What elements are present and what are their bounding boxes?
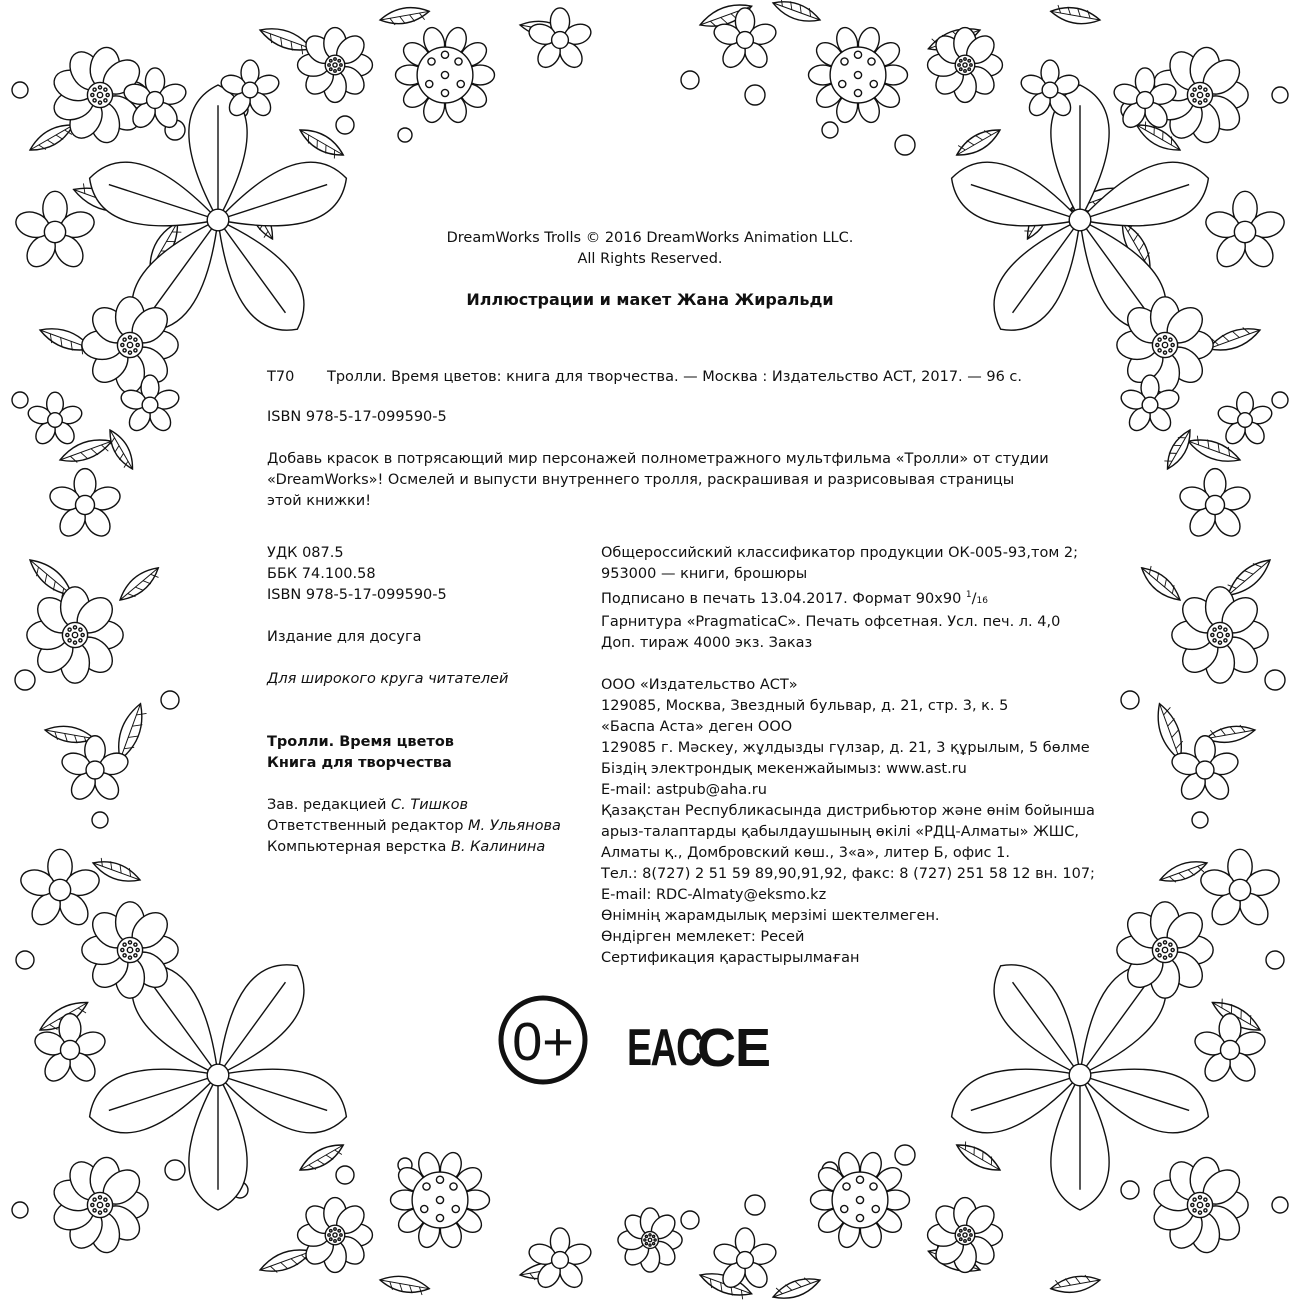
layout-label: Компьютерная верстка xyxy=(267,839,451,855)
editor-name: С. Тишков xyxy=(391,797,469,813)
signed-text: Подписано в печать 13.04.2017. Формат 90х90 xyxy=(601,590,966,607)
resp-editor-label: Ответственный редактор xyxy=(267,818,469,834)
right-line: арыз-талаптарды қабылдаушының өкілі «РДЦ-Алматы» ЖШС, xyxy=(601,823,1079,840)
right-line: Общероссийский классификатор продукции ОК-005-93,том 2; xyxy=(601,545,1078,561)
right-line: Тел.: 8(727) 2 51 59 89,90,91,92, факс: 8 (727) 251 58 12 вн. 107; xyxy=(601,865,1095,882)
audience: Для широкого круга читателей xyxy=(267,671,509,687)
right-line: 129085 г. Мәскеу, жұлдызды гүлзар, д. 21, 3 құрылым, 5 бөлме xyxy=(601,739,1090,756)
right-line: Доп. тираж 4000 экз. Заказ xyxy=(601,634,813,651)
isbn-top: ISBN 978-5-17-099590-5 xyxy=(267,409,447,425)
udk: УДК 087.5 xyxy=(267,545,344,561)
book-title: Тролли. Время цветов xyxy=(267,734,454,750)
book-subtitle: Книга для творчества xyxy=(267,755,452,771)
edition-type: Издание для досуга xyxy=(267,629,422,645)
right-line: «Баспа Аста» деген ООО xyxy=(601,718,793,735)
isbn: ISBN 978-5-17-099590-5 xyxy=(267,587,447,603)
format-fraction-den: 16 xyxy=(976,595,988,606)
age-rating-text: 0+ xyxy=(512,1012,574,1072)
resp-editor-name: М. Ульянова xyxy=(468,818,561,834)
annotation xyxy=(267,449,1049,512)
right-line: Өнімнің жарамдылық мерзімі шектелмеген. xyxy=(601,907,940,924)
editor-label: Зав. редакцией xyxy=(267,797,391,813)
format-fraction-sep: / xyxy=(971,590,977,607)
layout-credit xyxy=(267,837,561,858)
right-line: Алматы қ., Домбровский көш., 3«а», литер Б, офис 1. xyxy=(601,844,1010,861)
left-column xyxy=(267,543,561,858)
right-column xyxy=(601,543,1095,969)
layout-name: В. Калинина xyxy=(450,839,546,855)
age-rating-mark xyxy=(490,993,602,1089)
editor-credit xyxy=(267,795,561,816)
catalog-code: Т70 xyxy=(267,369,295,385)
ce-mark: CE xyxy=(697,1018,771,1078)
annotation-line: «DreamWorks»! Осмелей и выпусти внутреннего тролля, раскрашивая и разрисовывая страницы xyxy=(267,472,1015,488)
right-line: E-mail: astpub@aha.ru xyxy=(601,781,767,798)
right-line: E-mail: RDC-Almaty@eksmo.kz xyxy=(601,886,827,903)
right-line: ООО «Издательство АСТ» xyxy=(601,676,798,693)
bbk: ББК 74.100.58 xyxy=(267,566,376,582)
annotation-line: Добавь красок в потрясающий мир персонажей полнометражного мультфильма «Тролли» от студии xyxy=(267,451,1049,467)
right-line: Қазақстан Республикасында дистрибьютор және өнім бойынша xyxy=(601,802,1095,819)
right-line: 129085, Москва, Звездный бульвар, д. 21, стр. 3, к. 5 xyxy=(601,697,1009,714)
signed-line xyxy=(601,585,1095,612)
copyright-line-1: DreamWorks Trolls © 2016 DreamWorks Animation LLC. xyxy=(446,230,854,246)
right-line: Гарнитура «PragmaticaC». Печать офсетная. Усл. печ. л. 4,0 xyxy=(601,613,1061,630)
illustrator-credit: Иллюстрации и макет Жана Жиральди xyxy=(466,290,834,309)
right-line: Өндірген мемлекет: Ресей xyxy=(601,928,805,945)
right-line: Сертификация қарастырылмаған xyxy=(601,949,860,966)
catalog-entry: Тролли. Время цветов: книга для творчества. — Москва : Издательство АСТ, 2017. — 96 с. xyxy=(327,369,1023,385)
annotation-line: этой книжки! xyxy=(267,493,372,509)
right-line: Біздің электрондық мекенжайымыз: www.ast.ru xyxy=(601,760,967,777)
copyright-line-2: All Rights Reserved. xyxy=(577,251,723,267)
right-line: 953000 — книги, брошюры xyxy=(601,566,808,582)
format-fraction-num: 1 xyxy=(965,590,972,600)
eac-mark: EAC xyxy=(627,1019,702,1077)
resp-editor-credit xyxy=(267,816,561,837)
